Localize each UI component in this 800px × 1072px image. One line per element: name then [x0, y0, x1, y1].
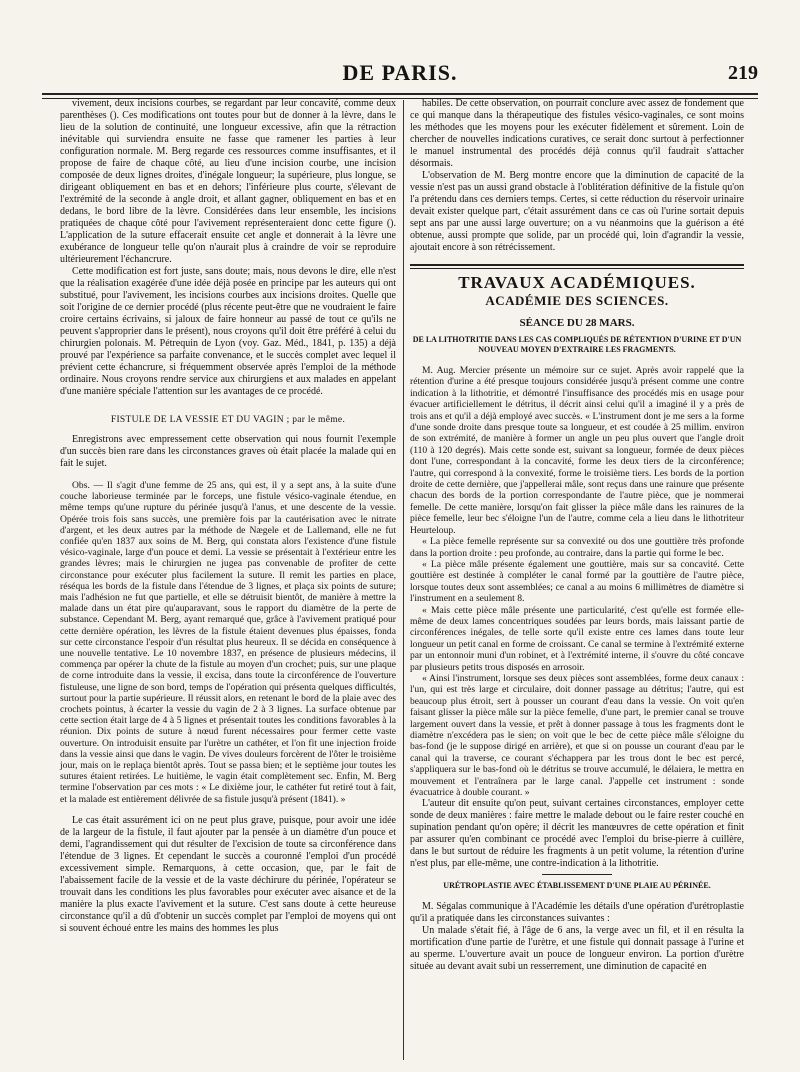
right-column	[410, 98, 744, 973]
short-rule	[542, 874, 612, 875]
column-divider	[403, 100, 404, 1060]
section-rule	[410, 264, 744, 269]
paragraph: « Mais cette pièce mâle présente une particularité, c'est qu'elle est formée elle-même de deux lames concentriques soudées par leurs bords, mais laissant partie de circonférences inégales, de telle sorte qu'il existe entre ces lames dans toute leur longueur un petit canal en forme de croissant. Ce canal se termine à l'extrémité externe par un entonnoir muni d'un robinet, et à l'extrémité interne, il s'ouvre du côté concave par plusieurs petits trous disposés en arrosoir.	[410, 604, 744, 673]
observation-paragraph: Obs. — Il s'agit d'une femme de 25 ans, qui est, il y a sept ans, à la suite d'une couche laborieuse terminée par le forceps, une fistule vésico-vaginale étendue, en même temps qu'une rupture du périnée jusqu'à l'anus, et une descente de la vessie. Opérée trois fois sans succès, une première fois par la cautérisation avec le nitrate d'argent, et les deux autres par la méthode de Nægele et de Lallemand, elle ne fut confiée qu'en 1837 aux soins de M. Berg, qui constata alors l'existence d'une fistule vésico-vaginale, large d'un pouce et demi. La vessie se présentait à l'extérieur entre les grandes lèvres; mais le chirurgien ne jugea pas convenable de profiter de cette circonstance pour exécuter plus facilement la suture. Il remit les parties en place, réséqua les bords de la fistule dans l'étendue de 3 lignes, et plaça six points de suture; mais l'adhésion ne fut que partielle, et elle se détruisit bientôt, de manière à mettre la malade dans un état pire qu'auparavant, sous le rapport du diamètre de la perte de substance. Cependant M. Berg, ayant remarqué que, grâce à l'avivement pratiqué pour cette dernière opération, les lèvres de la fistule étaient devenues plus épaisses, fonda sur cette circonstance l'espoir d'un résultat plus heureux. Il se décida en conséquence à une nouvelle tentative. Le 10 novembre 1837, en présence de plusieurs médecins, il commença par opérer la chute de la fistule au moyen d'un crochet; puis, sur une plaque de corne introduite dans la vessie, il excisa, dans toute la circonférence de l'ouverture fistuleuse, une ligne de son bord, temps de l'opération qui présenta quelques difficultés, surtout pour la partie supérieure. Il réussit alors, en retenant le bord de la plaie avec des crochets pointus, à écarter la vessie du vagin de 2 à 3 lignes. La surface obtenue par cette section était large de 4 à 5 lignes et présentait toutes les conditions favorables à la réunion. Dix points de suture à nœud furent nécessaires pour fermer cette vaste ouverture. On introduisit ensuite par l'urètre un cathéter, et l'on fit une injection froide dans la vessie ainsi que dans le vagin. De vives douleurs forcèrent de l'ôter le troisième jour, mais on le replaça bientôt après. Tout se passa bien; et le septième jour toutes les sutures étaient retirées. Le huitième, le vagin était complètement sec. Enfin, M. Berg termine l'observation par ces mots : « Le dixième jour, le cathéter fut retiré tout à fait, et la malade est entièrement délivrée de sa fistule jusqu'à présent (1841). »	[60, 480, 396, 805]
paragraph: « La pièce femelle représente sur sa convexité ou dos une gouttière très profonde dans la portion droite : peu profonde, au contraire, dans la partie qui forme le bec.	[410, 536, 744, 559]
left-column	[60, 98, 396, 935]
paragraph: Un malade s'était fié, à l'âge de 6 ans, la verge avec un fil, et il en résulta la mortification d'une partie de l'urètre, et une fistule qui donnait passage à l'urine et au sperme. L'ouverture avait un pouce de longueur environ. La portion d'urètre située au devant avait subi un resserrement, une diminution de capacité en	[410, 925, 744, 973]
section-subtitle: ACADÉMIE DES SCIENCES.	[485, 293, 669, 308]
paragraph: vivement, deux incisions courbes, se regardant par leur concavité, comme deux parenthèses (). Ces modifications ont toutes pour but de donner à la lèvre, dans le lieu de la solution de continuité, une longueur excessive, afin que la rétraction inévitable qui surviendra ensuite ne fasse que ramener les parties à leur configuration normale. M. Berg regarde ces ressources comme insuffisantes, et il propose de faire de chaque côté, au lieu d'une incision courbe, une incision composée de deux lignes droites, d'inégale longueur; la supérieure, plus longue, se dirigeant obliquement en bas et en dehors; l'inférieure plus courte, s'élevant de l'extrémité de la seconde à angle droit, et allant gagner, obliquement en bas et en dedans, le bord libre de la lèvre. Considérées dans leur ensemble, les incisions pratiquées de chaque côté pour l'avivement représenteraient donc cette figure (). L'application de la suture effacerait ensuite cet angle et donnerait à la lèvre une exubérance de longueur telle qu'on n'aurait plus à craindre de voir se reproduire ultérieurement l'échancrure.	[60, 98, 396, 265]
topic-heading: URÉTROPLASTIE AVEC ÉTABLISSEMENT D'UNE PLAIE AU PÉRINÉE.	[443, 881, 711, 891]
topic-heading: DE LA LITHOTRITIE DANS LES CAS COMPLIQUÉS DE RÉTENTION D'URINE ET D'UN NOUVEAU MOYEN D'EXTRAIRE LES FRAGMENTS.	[412, 335, 742, 354]
page-header	[42, 60, 758, 92]
paragraph: « Ainsi l'instrument, lorsque ses deux pièces sont assemblées, forme deux canaux : l'un, qui est très large et circulaire, doit donner passage au détritus; l'autre, qui est beaucoup plus étroit, sert à pousser un courant d'eau dans la vessie. On voit qu'en faisant glisser la pièce mâle sur la pièce femelle, d'une part, le premier canal se trouve largement ouvert dans la vessie, et prêt à donner passage à tous les fragments dont le diamètre n'excédera pas le sien; on voit que le bec de cette pièce mâle s'éloigne du bas-fond (je le suppose dirigé en arrière), et que si on pousse un courant d'eau par le canal qui la traverse, ce courant s'échappera par les trous dont le bec est percé, s'appliquera sur le bas-fond où le détritus se trouve accumulé, le délaiera, le mettra en mouvement et l'entraînera par le large canal. J'appelle cet instrument : sonde évacuatrice à double courant. »	[410, 672, 744, 799]
paragraph: L'auteur dit ensuite qu'on peut, suivant certaines circonstances, employer cette sonde de deux manières : faire mettre le malade debout ou le faire rester couché en supination pendant qu'on opère; il décrit les manœuvres de cette opération et finit par assurer qu'en combinant ce procédé avec l'emploi du brise-pierre à cuillère, dans le but surtout de réduire les fragments à un petit volume, la rétention d'urine n'est plus, par elle-même, une contre-indication à la lithotritie.	[410, 798, 744, 870]
paragraph: L'observation de M. Berg montre encore que la diminution de capacité de la vessie n'est pas un aussi grand obstacle à l'oblitération définitive de la fistule qu'on l'a prétendu dans ces derniers temps. Certes, si cette réduction du réservoir urinaire devait exister quelque part, c'était assurément dans ce cas où l'urine sortait depuis sept ans par une aussi large ouverture; on a vu néanmoins que la guérison a été obtenue, aussi prompte que solide, par un procédé qui, loin d'agrandir la vessie, ajoutait encore à son rétrécissement.	[410, 170, 744, 253]
running-title: DE PARIS.	[342, 60, 458, 85]
paragraph: Enregistrons avec empressement cette observation qui nous fournit l'exemple d'un succès bien rare dans les circonstances graves où était placée la malade qui en fait le sujet.	[60, 434, 396, 469]
paragraph: Le cas était assurément ici on ne peut plus grave, puisque, pour avoir une idée de la largeur de la fistule, il faut ajouter par la pensée à un diamètre d'un pouce et demi, l'agrandissement qui dut résulter de l'excision de toute sa circonférence dans l'étendue de 3 lignes. Et cependant le succès a couronné l'emploi d'un procédé excessivement simple. Remarquons, à cette occasion, que, par le fait de l'abaissement facile de la vessie et de la vaste déchirure du périnée, l'opérateur se trouvait dans les conditions les plus favorables pour exécuter avec aisance et de la manière la plus exacte l'avivement et la suture. C'est sans doute à cette heureuse circonstance qu'il a dû d'obtenir un succès complet par l'emploi de moyens qui ont si souvent échoué entre les mains des hommes les plus	[60, 814, 396, 934]
paragraph: « La pièce mâle présente également une gouttière, mais sur sa concavité. Cette gouttière est destinée à compléter le canal formé par la gouttière de l'autre pièce, lorsque toutes deux sont assemblées; ce canal a au moins 6 millimètres de diamètre si l'instrument en a seulement 8.	[410, 558, 744, 605]
section-title: TRAVAUX ACADÉMIQUES.	[458, 273, 696, 292]
paragraph: habiles. De cette observation, on pourrait conclure avec assez de fondement que ce qui manque dans la thérapeutique des fistules vésico-vaginales, ce sont moins les méthodes que les moyens pour les exécuter fidèlement et sûrement. Loin de chercher de nouvelles indications curatives, ce serait donc surtout à perfectionner le manuel instrumental des procédés déjà connus qu'il faudrait s'attacher désormais.	[410, 98, 744, 169]
page-number: 219	[728, 62, 758, 84]
session-date: SÉANCE DU 28 MARS.	[519, 317, 635, 329]
paragraph: M. Ségalas communique à l'Académie les détails d'une opération d'urétroplastie qu'il a pratiquée dans les circonstances suivantes :	[410, 901, 744, 925]
spacer	[60, 805, 396, 815]
paragraph: Cette modification est fort juste, sans doute; mais, nous devons le dire, elle n'est que la réalisation exagérée d'une idée déjà posée en principe par les auteurs qui ont substitué, pour l'avivement, les incisions courbes aux incisions droites. Quelle que soit l'origine de ce dernier procédé (plus récente peut-être que ne voudraient le faire croire certains écrivains, si jaloux de faire honneur au passé de tout ce qu'ils ne peuvent s'approprier dans le présent), nous croyons qu'il doit être préféré à celui du chirurgien polonais. M. Pétrequin de Lyon (voy. Gaz. Méd., 1841, p. 135) a déjà prouvé par l'expérience sa parfaite convenance, et le succès complet avec lequel il prévient cette échancrure, si fréquemment observée après l'emploi de la méthode ordinaire. Nous croyons rendre service aux chirurgiens et aux malades en appelant d'une manière spéciale l'attention sur les avantages de ce procédé.	[60, 266, 396, 397]
section-heading: FISTULE DE LA VESSIE ET DU VAGIN ; par le même.	[110, 415, 346, 425]
paragraph: M. Aug. Mercier présente un mémoire sur ce sujet. Après avoir rappelé que la rétention d'urine a été presque toujours considérée jusqu'à présent comme une contre indication à la lithotritie, et démontré l'insuffisance des procédés mis en usage pour évacuer artificiellement le détritus, il décrit ainsi celui qu'il a imaginé il y a près de trois ans et qu'il a déjà employé avec succès. « L'instrument dont je me sers a la forme d'une sonde droite dans presque toute sa longueur, et est coudée à 25 millim. environ de son extrémité, de manière à former un angle un peu plus ouvert que l'angle droit (110 à 120 degrés). Mais cette sonde est, suivant sa longueur, formée de deux pièces dont l'une, correspondant à la concavité, forme les deux tiers de la circonférence; l'autre, qui correspond à la convexité, forme le troisième tiers. Les bords de la portion droite de cette dernière, que j'appellerai mâle, sont reçus dans une rainure que présente chacun des bords de la portion correspondante de l'autre pièce, que je nommerai femelle. De cette manière, lorsqu'on fait glisser la pièce mâle dans les rainures de la pièce femelle, leur bec s'éloigne l'un de l'autre, comme cela a lieu dans le lithotriteur Heurteloup.	[410, 365, 744, 536]
spacer	[60, 470, 396, 480]
